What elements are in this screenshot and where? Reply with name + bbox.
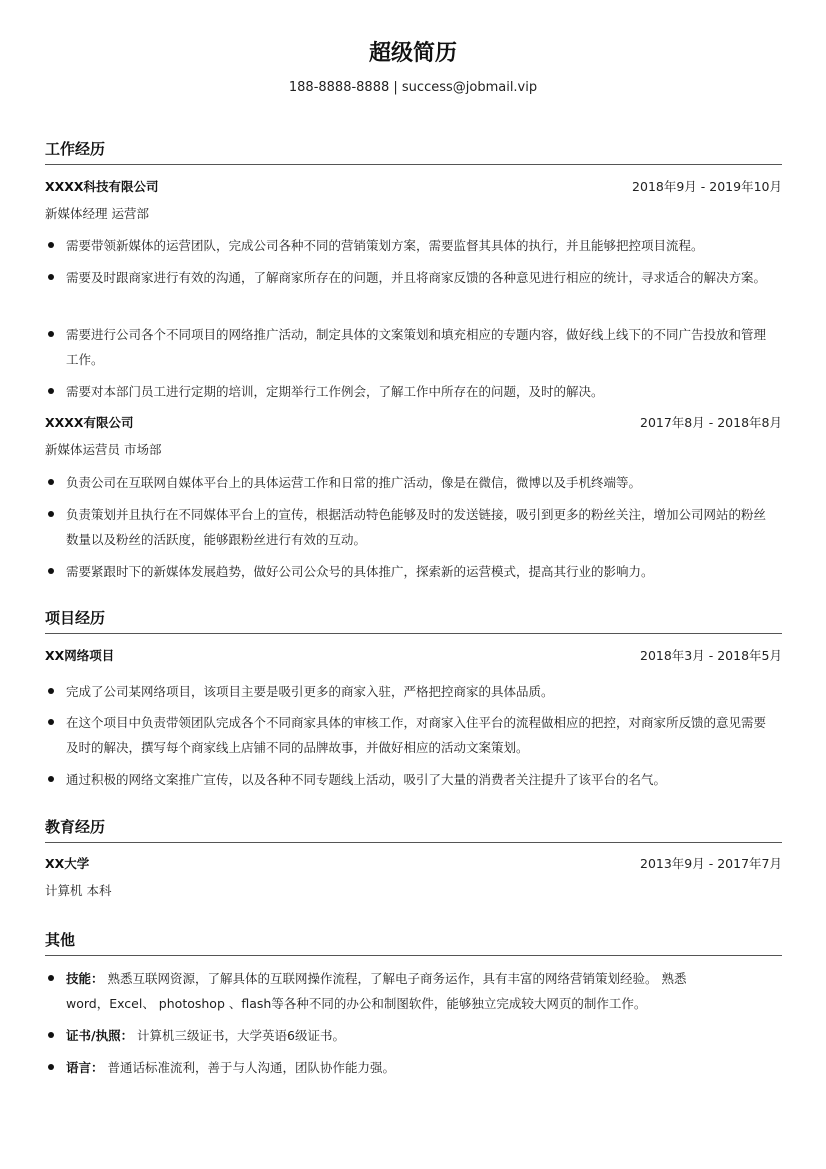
job-bullet: 负责策划并且执行在不同媒体平台上的宣传，根据活动特色能够及时的发送链接，吸引到更多的粉丝关注，增加公司网站的粉丝数量以及粉丝的活跃度，能够跟粉丝进行有效的互动。: [66, 507, 767, 547]
certificates-value: 计算机三级证书，大学英语6级证书。: [133, 1028, 346, 1043]
section-divider: [45, 164, 782, 165]
job-role: 新媒体经理 运营部: [45, 206, 149, 221]
project-period: 2018年3月 - 2018年5月: [640, 648, 782, 663]
project-bullet: 通过积极的网络文案推广宣传，以及各种不同专题线上活动，吸引了大量的消费者关注提升了该平台的名气。: [66, 772, 667, 787]
project-name: XX网络项目: [45, 648, 115, 663]
job-bullet: 负责公司在互联网自媒体平台上的具体运营工作和日常的推广活动，像是在微信，微博以及手机终端等。: [66, 475, 642, 490]
bullet-icon: [48, 388, 54, 394]
school-name: XX大学: [45, 856, 90, 871]
bullet-icon: [48, 479, 54, 485]
job-period: 2018年9月 - 2019年10月: [632, 179, 782, 194]
contact-separator: |: [389, 80, 402, 95]
company-name: XXXX科技有限公司: [45, 179, 159, 194]
bullet-icon: [48, 511, 54, 517]
resume-name: 超级简历: [368, 41, 457, 66]
bullet-icon: [48, 688, 54, 694]
education-major: 计算机 本科: [45, 883, 112, 898]
job-bullet: 需要对本部门员工进行定期的培训，定期举行工作例会，了解工作中所存在的问题，及时的解决。: [66, 384, 604, 399]
section-title-education: 教育经历: [45, 818, 106, 836]
language-item: [66, 1055, 778, 1080]
language-value: 普通话标准流利，善于与人沟通，团队协作能力强。: [103, 1060, 395, 1075]
bullet-icon: [48, 331, 54, 337]
phone-number: 188-8888-8888: [288, 80, 390, 95]
section-divider: [45, 633, 782, 634]
job-bullet: 需要及时跟商家进行有效的沟通，了解商家所存在的问题，并且将商家反馈的各种意见进行相应的统计，寻求适合的解决方案。: [66, 270, 767, 285]
email-address: success@jobmail.vip: [401, 80, 538, 95]
project-bullet: 完成了公司某网络项目，该项目主要是吸引更多的商家入驻，严格把控商家的具体品质。: [66, 684, 554, 699]
skills-label: 技能：: [66, 971, 104, 986]
job-role: 新媒体运营员 市场部: [45, 442, 162, 457]
section-title-work: 工作经历: [45, 140, 106, 158]
job-bullet: 需要进行公司各个不同项目的网络推广活动，制定具体的文案策划和填充相应的专题内容，做好线上线下的不同广告投放和管理工作。: [66, 327, 767, 367]
section-title-projects: 项目经历: [45, 609, 106, 627]
job-bullet: 需要带领新媒体的运营团队，完成公司各种不同的营销策划方案，需要监督其具体的执行，并且能够把控项目流程。: [66, 238, 704, 253]
section-divider: [45, 955, 782, 956]
certificates-label: 证书/执照：: [66, 1028, 134, 1043]
project-bullet: 在这个项目中负责带领团队完成各个不同商家具体的审核工作，对商家入住平台的流程做相应的把控，对商家所反馈的意见需要及时的解决，撰写每个商家线上店铺不同的品牌故事，并做好相应的活动文案策划。: [66, 715, 767, 755]
bullet-icon: [48, 1032, 54, 1038]
section-divider: [45, 842, 782, 843]
bullet-icon: [48, 719, 54, 725]
job-bullet: 需要紧跟时下的新媒体发展趋势，做好公司公众号的具体推广，探索新的运营模式，提高其行业的影响力。: [66, 564, 654, 579]
bullet-icon: [48, 568, 54, 574]
education-period: 2013年9月 - 2017年7月: [640, 856, 782, 871]
certificates-item: [66, 1023, 778, 1048]
company-name: XXXX有限公司: [45, 415, 134, 430]
bullet-icon: [48, 776, 54, 782]
bullet-icon: [48, 274, 54, 280]
contact-line: [0, 78, 826, 98]
language-label: 语言：: [66, 1060, 104, 1075]
bullet-icon: [48, 975, 54, 981]
skills-item: [66, 966, 716, 1016]
bullet-icon: [48, 242, 54, 248]
section-title-other: 其他: [45, 931, 76, 949]
job-period: 2017年8月 - 2018年8月: [640, 415, 782, 430]
bullet-icon: [48, 1064, 54, 1070]
skills-value: 熟悉互联网资源，了解具体的互联网操作流程，了解电子商务运作，具有丰富的网络营销策划经验。 熟悉word，Excel、 photoshop 、flash等各种不同的办公和制图软件，能够独立完成较大网页的制作工作。: [66, 971, 687, 1011]
